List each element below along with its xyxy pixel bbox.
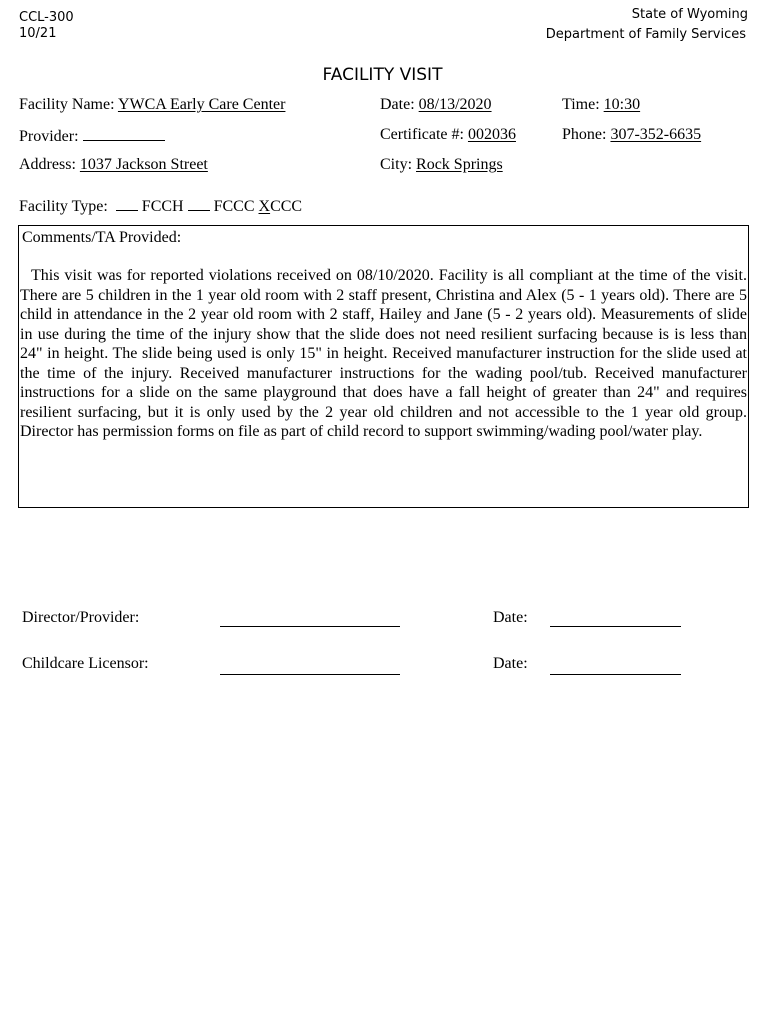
visit-date-field <box>380 96 492 114</box>
licensor-signature-line <box>220 674 400 675</box>
provider-field <box>19 126 165 146</box>
fccc-checkbox <box>188 196 210 211</box>
comments-label: Comments/TA Provided: <box>22 229 182 246</box>
fcch-checkbox <box>116 196 138 211</box>
address-value: 1037 Jackson Street <box>79 156 208 173</box>
director-date-line <box>550 626 681 627</box>
city-field <box>380 156 503 174</box>
facility-type-label: Facility Type: <box>19 198 108 215</box>
phone-label: Phone: <box>562 126 607 143</box>
licensor-date-label: Date: <box>493 655 528 672</box>
phone-value: 307-352-6635 <box>610 126 702 143</box>
licensor-signature-label: Childcare Licensor: <box>22 655 149 672</box>
facility-type-field <box>19 196 302 216</box>
facility-name-field <box>19 96 285 114</box>
page-title: FACILITY VISIT <box>322 65 443 85</box>
department-name: Department of Family Services <box>545 27 746 42</box>
provider-value <box>83 126 165 141</box>
comments-paragraph: This visit was for reported violations received on 08/10/2020. Facility is all compliant at the time of the visit. There are 5 children in the 1 year old room with 2 staff present, Christina and Alex (5 - 1 years old). There are 5 child in attendance in the 2 year old room with 2 staff, Hailey and Jane (5 - 2 years old). Measurements of slide in use during the time of the injury show that the slide does not need resilient surfacing because is is less than 24" in height. The slide being used is only 15" in height. Received manufacturer instruction for the slide used at the time of the injury. Received manufacturer instructions for the wading pool/tub. Received manufacturer instructions for a slide on the same playground that does have a fall height of greater than 24" and requires resilient surfacing, but it is only used by the 2 year old children and not accessible to the 1 year old group. Director has permission forms on file as part of child record to support swimming/wading pool/water play. <box>20 267 747 440</box>
director-signature-line <box>220 626 400 627</box>
form-revision-date: 10/21 <box>19 26 57 41</box>
address-field <box>19 156 208 174</box>
address-label: Address: <box>19 156 76 173</box>
director-date-label: Date: <box>493 609 528 626</box>
comments-box <box>18 225 749 508</box>
director-signature-label: Director/Provider: <box>22 609 140 626</box>
certificate-field <box>380 126 516 144</box>
ccc-option-label: CCC <box>270 198 303 215</box>
city-label: City: <box>380 156 413 173</box>
certificate-value: 002036 <box>467 126 516 143</box>
fcch-option-label: FCCH <box>141 198 184 215</box>
fccc-option-label: FCCC <box>213 198 255 215</box>
provider-label: Provider: <box>19 128 79 145</box>
facility-name-label: Facility Name: <box>19 96 115 113</box>
licensor-date-line <box>550 674 681 675</box>
visit-date-value: 08/13/2020 <box>418 96 492 113</box>
facility-name-value: YWCA Early Care Center <box>117 96 286 113</box>
visit-date-label: Date: <box>380 96 415 113</box>
state-name: State of Wyoming <box>631 7 748 22</box>
phone-field <box>562 126 701 144</box>
certificate-label: Certificate #: <box>380 126 464 143</box>
visit-time-value: 10:30 <box>603 96 641 113</box>
ccc-checkbox-mark: X <box>258 198 271 215</box>
visit-time-field <box>562 96 640 114</box>
form-code: CCL-300 <box>19 10 74 25</box>
comments-text <box>20 266 747 442</box>
city-value: Rock Springs <box>416 156 503 173</box>
visit-time-label: Time: <box>562 96 600 113</box>
